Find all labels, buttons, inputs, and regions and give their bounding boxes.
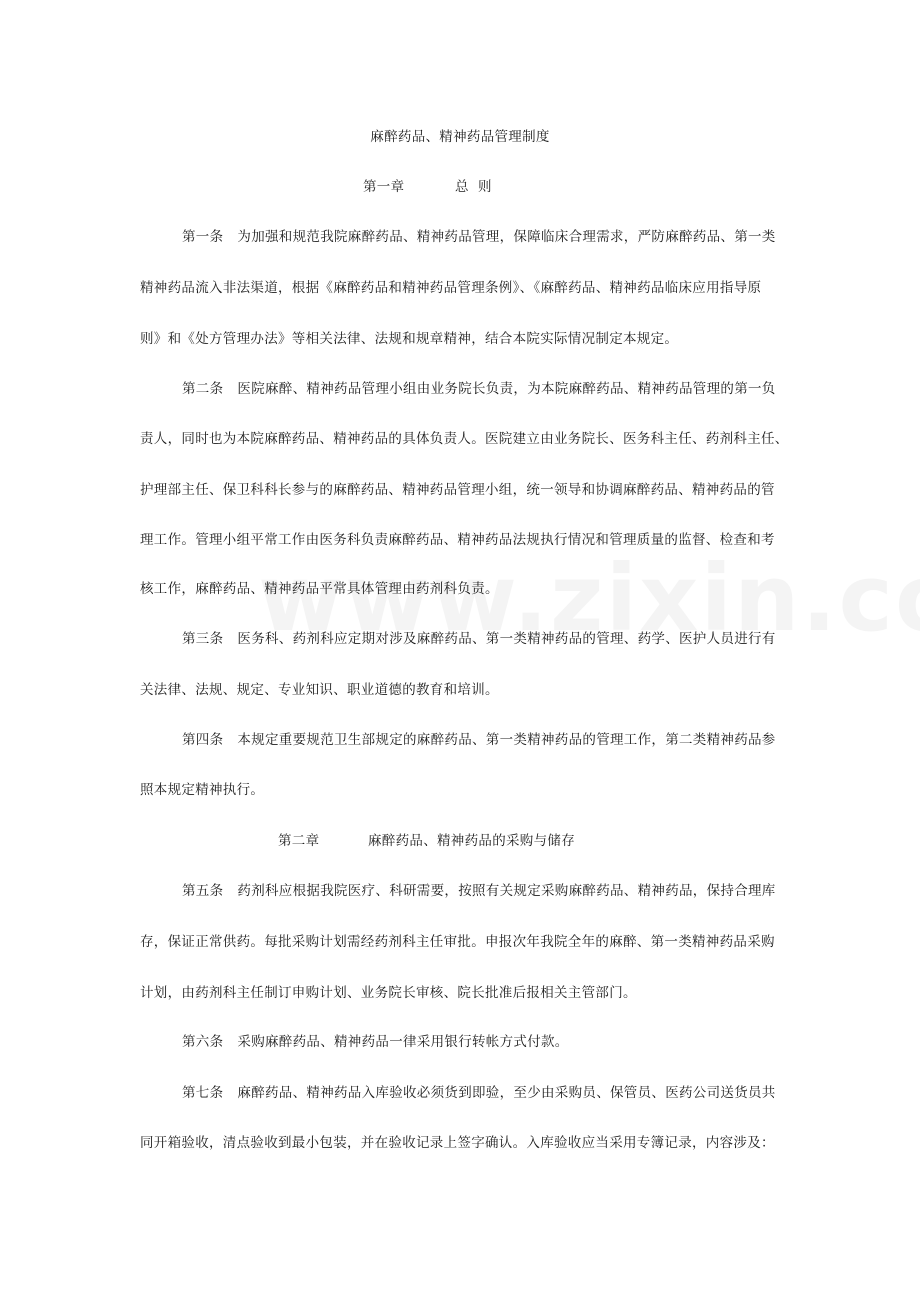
article3-line1 — [182, 630, 776, 648]
chapter2-name: 麻醉药品、精神药品的采购与储存 — [368, 833, 575, 849]
article2-label: 第二条 — [182, 381, 224, 397]
chapter1-name: 总 则 — [455, 179, 492, 195]
article7-text: 麻醉药品、精神药品入库验收必须货到即验，至少由采购员、保管员、医药公司送货员共 — [237, 1085, 776, 1101]
article4-line2: 照本规定精神执行。 — [140, 782, 265, 798]
article6-label: 第六条 — [182, 1034, 224, 1050]
article4-text: 本规定重要规范卫生部规定的麻醉药品、第一类精神药品的管理工作，第二类精神药品参 — [237, 732, 776, 748]
article1-line1 — [182, 228, 776, 246]
article5-label: 第五条 — [182, 883, 224, 899]
article2-line3: 护理部主任、保卫科科长参与的麻醉药品、精神药品管理小组，统一领导和协调麻醉药品、精神药品的管 — [140, 482, 775, 498]
article2-line2: 责人，同时也为本院麻醉药品、精神药品的具体负责人。医院建立由业务院长、医务科主任、药剂科主任、 — [140, 431, 789, 447]
article1-label: 第一条 — [182, 229, 224, 245]
article2-line1 — [182, 380, 776, 398]
chapter1-number: 第一章 — [363, 179, 405, 195]
article1-line2: 精神药品流入非法渠道，根据《麻醉药品和精神药品管理条例》、《麻醉药品、精神药品临床应用指导原 — [140, 280, 762, 296]
article6-text: 采购麻醉药品、精神药品一律采用银行转帐方式付款。 — [237, 1034, 569, 1050]
article1-text: 为加强和规范我院麻醉药品、精神药品管理，保障临床合理需求，严防麻醉药品、第一类 — [237, 229, 776, 245]
article3-line2: 关法律、法规、规定、专业知识、职业道德的教育和培训。 — [140, 682, 499, 698]
article5-line3: 计划，由药剂科主任制订申购计划、业务院长审核、院长批准后报相关主管部门。 — [140, 985, 637, 1001]
article2-line5: 核工作，麻醉药品、精神药品平常具体管理由药剂科负责。 — [140, 581, 499, 597]
article2-text: 医院麻醉、精神药品管理小组由业务院长负责，为本院麻醉药品、精神药品管理的第一负 — [237, 381, 776, 397]
document-title: 麻醉药品、精神药品管理制度 — [370, 129, 550, 145]
article6-line1 — [182, 1033, 569, 1051]
article1-line3: 则》和《处方管理办法》等相关法律、法规和规章精神，结合本院实际情况制定本规定。 — [140, 331, 679, 347]
article5-line1 — [182, 882, 776, 900]
article3-label: 第三条 — [182, 631, 224, 647]
article3-text: 医务科、药剂科应定期对涉及麻醉药品、第一类精神药品的管理、药学、医护人员进行有 — [237, 631, 776, 647]
article5-text: 药剂科应根据我院医疗、科研需要，按照有关规定采购麻醉药品、精神药品，保持合理库 — [237, 883, 776, 899]
article7-line1 — [182, 1084, 776, 1102]
article5-line2: 存，保证正常供药。每批采购计划需经药剂科主任审批。申报次年我院全年的麻醉、第一类精神药品采购 — [140, 934, 775, 950]
article7-line2: 同开箱验收，清点验收到最小包装，并在验收记录上签字确认。入库验收应当采用专簿记录，内容涉及： — [140, 1135, 775, 1151]
article4-label: 第四条 — [182, 732, 224, 748]
article2-line4: 理工作。管理小组平常工作由医务科负责麻醉药品、精神药品法规执行情况和管理质量的监督、检查和考 — [140, 532, 775, 548]
chapter2-number: 第二章 — [278, 833, 320, 849]
article7-label: 第七条 — [182, 1085, 224, 1101]
article4-line1 — [182, 731, 776, 749]
